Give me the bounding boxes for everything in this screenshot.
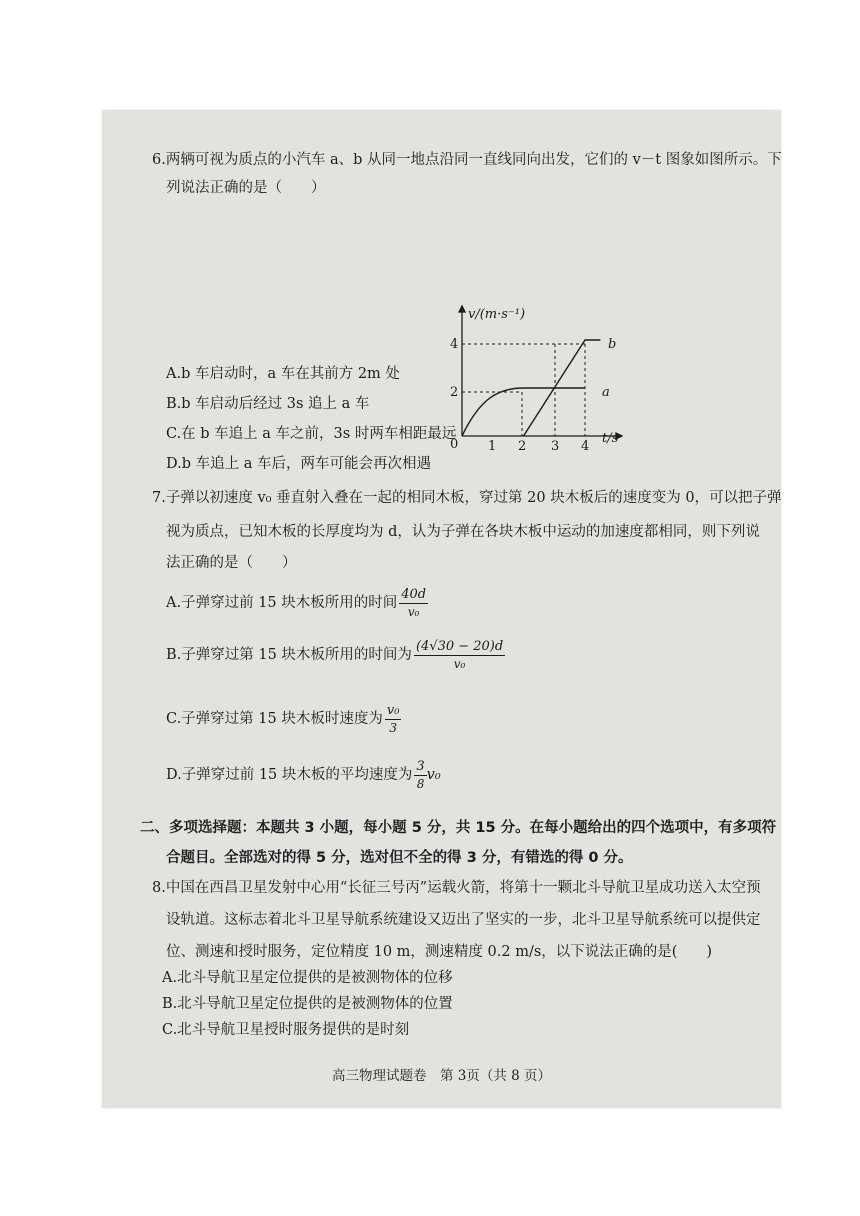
q7-b-numerator: (4√30 − 20)d [415, 639, 504, 654]
q8-line1: 8.中国在西昌卫星发射中心用“长征三号丙”运载火箭，将第十一颗北斗导航卫星成功送入太空预 [152, 880, 761, 896]
x-axis-label: t/s [602, 431, 619, 446]
q7-line3: 法正确的是（ ） [166, 555, 297, 571]
x-tick-4: 4 [581, 439, 590, 452]
q6-option-c: C.在 b 车追上 a 车之前，3s 时两车相距最远 [166, 426, 457, 442]
q7-option-a-text: A.子弹穿过前 15 块木板所用的时间 [166, 595, 398, 611]
q7-option-c [166, 702, 401, 736]
q7-option-b-fraction [414, 638, 505, 672]
y-tick-4: 4 [450, 337, 459, 352]
q7-option-a-fraction [399, 586, 428, 620]
q8-line2: 设轨道。这标志着北斗卫星导航系统建设又迈出了坚实的一步，北斗卫星导航系统可以提供定 [166, 912, 761, 928]
y-tick-2: 2 [450, 385, 459, 400]
q7-option-b [166, 638, 505, 672]
q7-option-c-fraction [385, 702, 402, 736]
x-tick-0: 0 [450, 437, 459, 452]
section2-heading-line2: 合题目。全部选对的得 5 分，选对但不全的得 3 分，有错选的得 0 分。 [166, 850, 633, 866]
y-axis-label: v/(m·s⁻¹) [468, 307, 526, 322]
q8-option-c: C.北斗导航卫星授时服务提供的是时刻 [162, 1022, 410, 1038]
series-a-line [462, 388, 585, 436]
q7-line1: 7.子弹以初速度 v₀ 垂直射入叠在一起的相同木板，穿过第 20 块木板后的速度变为 0，可以把子弹 [152, 490, 782, 506]
q8-line3: 位、测速和授时服务，定位精度 10 m，测速精度 0.2 m/s，以下说法正确的是( ) [166, 944, 713, 960]
q7-d-numerator: 3 [416, 759, 425, 774]
series-a-label: a [602, 385, 610, 400]
vt-graph [440, 302, 630, 452]
q6-option-d: D.b 车追上 a 车后，两车可能会再次相遇 [166, 456, 431, 472]
section2-heading-line1: 二、多项选择题：本题共 3 小题，每小题 5 分，共 15 分。在每小题给出的四个选项中，有多项符 [140, 820, 777, 836]
q7-option-d-text: D.子弹穿过前 15 块木板的平均速度为 [166, 767, 413, 783]
exam-page [102, 110, 781, 1108]
q7-option-a [166, 586, 428, 620]
q7-line2: 视为质点，已知木板的长厚度均为 d，认为子弹在各块木板中运动的加速度都相同，则下列说 [166, 524, 760, 540]
q7-c-denominator: 3 [389, 721, 397, 735]
x-tick-3: 3 [551, 439, 560, 452]
q7-option-d-tail: v₀ [426, 767, 441, 783]
q6-option-a: A.b 车启动时，a 车在其前方 2m 处 [166, 366, 400, 382]
q8-option-a: A.北斗导航卫星定位提供的是被测物体的位移 [162, 970, 453, 986]
q7-option-c-text: C.子弹穿过第 15 块木板时速度为 [166, 711, 383, 727]
page-footer: 高三物理试题卷 第 3页（共 8 页） [331, 1068, 552, 1084]
q7-a-denominator: v₀ [407, 605, 420, 619]
q7-c-numerator: v₀ [386, 703, 400, 718]
q8-option-b: B.北斗导航卫星定位提供的是被测物体的位置 [162, 996, 453, 1012]
x-tick-1: 1 [488, 439, 497, 452]
q6-line2: 列说法正确的是（ ） [166, 180, 326, 196]
y-axis-arrow [459, 306, 465, 312]
q7-option-b-text: B.子弹穿过第 15 块木板所用的时间为 [166, 647, 412, 663]
q7-option-d [166, 758, 441, 792]
q6-option-b: B.b 车启动后经过 3s 追上 a 车 [166, 396, 370, 412]
q7-a-numerator: 40d [401, 587, 427, 602]
x-tick-2: 2 [518, 439, 527, 452]
q6-line1: 6.两辆可视为质点的小汽车 a、b 从同一地点沿同一直线同向出发，它们的 v－t 图象如图所示。下 [152, 152, 782, 168]
q7-option-d-fraction [414, 758, 426, 792]
series-b-label: b [608, 337, 617, 352]
q7-b-denominator: v₀ [453, 657, 466, 671]
q7-d-denominator: 8 [416, 777, 425, 791]
